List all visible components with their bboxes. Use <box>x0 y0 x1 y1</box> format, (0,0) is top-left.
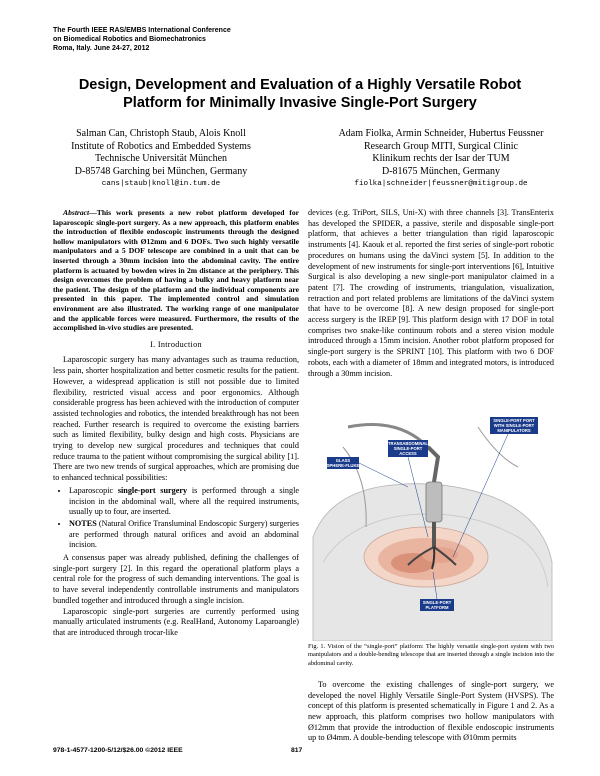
intro-paragraph-2: A consensus paper was already published, defining the challenges of single-port surgery [2]. In this regard the operational platform plays a central role for the progress of such demanding interventions. The goal is to have several independently controllable instruments and manipulators bundled together and introduced through a single incision. <box>53 553 299 605</box>
figure-label-2c: ACCESS <box>399 451 417 457</box>
left-column <box>53 208 299 639</box>
author-block-right <box>310 128 572 191</box>
list-item <box>69 519 299 551</box>
col2-paragraph-1: devices (e.g. TriPort, SILS, Uni-X) with three channels [3]. TransEnterix has developed the SPIDER, a passive, sterile and disposable single-port platform, that achieves a better triangulation than rigid laparoscopic instruments [4]. Kaouk et al. reported the first series of single-port robotic procedures on humans using the daVinci system [5]. In addition to the development of new instruments for single-port interventions [6], Intuitive Surgical is also developing a new single-port manipulator claimed in a patent [7]. The crowding of instruments, triangulation, visualization, retraction and port related problems are limitations of the daVinci system that have to be overcome [8]. A new design proposed for single-port access surgery is the IREP [9]. This platform design with 17 DOF in total comprises two snake-like continuum robots and a stereo vision module introduced through a 15mm incision. Another robot platform proposed for single-port surgery is the SPRINT [10]. This platform with two 6 DOF robots, each with a diameter of 18mm and integrated motors, is introduced through a 30mm incision. <box>308 208 554 378</box>
abstract-text: —This work presents a new robot platform developed for laparoscopic single-port surgery. As a new approach, this platform enables the introduction of flexible endoscopic instruments through the designed hollow manipulators with Ø12mm and 6 DOFs. Two such highly versatile manipulators and a 5 DOF telescope are combined in a unit that can be inserted through a 30mm incision into the abdominal cavity. The entire platform is actuated by bowden wires in 2m distance at the periphery. This design overcomes the problem of having a bulky and heavy platform near the patient. The design of the platform and the individual components are presented in this paper. The implemented control and simulation environment are also illustrated. The working range of one manipulator and the applicable forces were measured. Furthermore, the results of the accomplished in-vivo studies are presented. <box>53 208 299 333</box>
figure-label-2b: SINGLE-PORT <box>393 446 423 452</box>
figure-label-4b: PLATFORM <box>425 605 449 611</box>
intro-paragraph-3: Laparoscopic single-port surgeries are currently performed using manually articulated instruments (e.g. RealHand, Autonomy Laparoangle) that are introduced through trocar-like <box>53 606 299 637</box>
bullet-2-bold: NOTES <box>69 518 97 528</box>
footer-isbn: 978-1-4577-1200-5/12/$26.00 ©2012 IEEE <box>53 747 183 754</box>
figure-1-caption: Fig. 1. Vision of the “single-port” platform: The highly versatile single-port system with two manipulators and a double-bending telescope that are inserted through a single incision into the abdominal cavity. <box>308 643 554 667</box>
figure-1-illustration <box>308 387 554 641</box>
author-names: Salman Can, Christoph Staub, Alois Knoll <box>76 128 246 139</box>
conference-header <box>53 26 231 53</box>
page-number: 817 <box>291 747 303 754</box>
author-org: Research Group MITI, Surgical Clinic <box>364 140 518 152</box>
right-column <box>308 208 554 744</box>
bullet-1-bold: single-port surgery <box>117 485 188 495</box>
intro-paragraph-1: Laparoscopic surgery has many advantages such as trauma reduction, less pain, shorter hospitalization and better cosmetic results for the patient. However, a widespread application is still not possible due to limited flexibility, restricted visual access and poor ergonomics. Although considerable progress has been achieved with the introduction of computer assisted technologies and robotics, the intended breakthrough has not been reached. Further research is required to overcome the existing barriers such as limited flexibility, bulky design and high costs. Physicians are trying to develop new surgical procedures and techniques that could reduce trauma to the patient without compromising the surgical ability [1]. There are two new trends of surgical approaches, which are promising due to enhanced technical possibilities: <box>53 355 299 483</box>
author-names: Adam Fiolka, Armin Schneider, Hubertus Feussner <box>338 128 544 139</box>
author-org: Institute of Robotics and Embedded Systems <box>71 140 251 152</box>
conference-line-3: Roma, Italy. June 24-27, 2012 <box>53 45 150 52</box>
title-line-2: Platform for Minimally Invasive Single-Port Surgery <box>123 95 477 111</box>
list-item <box>69 486 299 518</box>
author-univ: Technische Universität München <box>94 153 228 164</box>
conference-line-1: The Fourth IEEE RAS/EMBS International Conference <box>53 27 231 34</box>
paper-title <box>40 76 560 112</box>
author-city: D-85748 Garching bei München, Germany <box>74 165 248 177</box>
figure-label-1a: GLASS <box>335 458 351 464</box>
col2-paragraph-2: To overcome the existing challenges of single-port surgery, we developed the novel Highly Versatile Single-Port System (HVSPS). The concept of this platform is presented schematically in Figure 1 and 2. As a new approach, this platform comprises two hollow manipulators with Ø12mm that provide the introduction of flexible endoscopic instruments up to Ø4mm. A double-bending telescope with Ø10mm permits <box>308 679 554 743</box>
figure-label-2a: TRANSABDOMINAL <box>387 441 429 447</box>
author-email: fiolka|schneider|feussner@mitigroup.de <box>354 180 528 188</box>
abstract <box>53 208 299 333</box>
intro-bullet-list <box>53 486 299 551</box>
bullet-1-pre: Laparoscopic <box>69 485 118 495</box>
abstract-label: Abstract <box>63 208 90 217</box>
figure-label-1b: SPHERE-FLUKE <box>326 463 360 469</box>
title-line-1: Design, Development and Evaluation of a Highly Versatile Robot <box>78 77 522 93</box>
bullet-2-post: (Natural Orifice Transluminal Endoscopic Surgery) surgeries are performed through natural orifices and avoid an abdominal incision. <box>69 518 299 550</box>
section-heading-introduction: I. Introduction <box>150 339 202 349</box>
author-block-left <box>52 128 270 191</box>
conference-line-2: on Biomedical Robotics and Biomechatronics <box>53 36 206 43</box>
bullet-1-post: is performed through a single incision in the abdominal wall, where all the required instruments, usually up to four, are inserted. <box>69 485 299 517</box>
author-city: D-81675 München, Germany <box>381 165 501 177</box>
author-email: cans|staub|knoll@in.tum.de <box>101 180 221 188</box>
figure-1 <box>308 387 554 641</box>
author-univ: Klinikum rechts der Isar der TUM <box>372 153 510 164</box>
figure-label-3b: WITH SINGLE-PORT <box>493 423 535 429</box>
figure-label-3c: MANIPULATORS <box>497 428 531 434</box>
figure-label-4a: SINGLE-PORT <box>422 600 452 606</box>
figure-label-3a: SINGLE-PORT PORT <box>493 418 535 424</box>
